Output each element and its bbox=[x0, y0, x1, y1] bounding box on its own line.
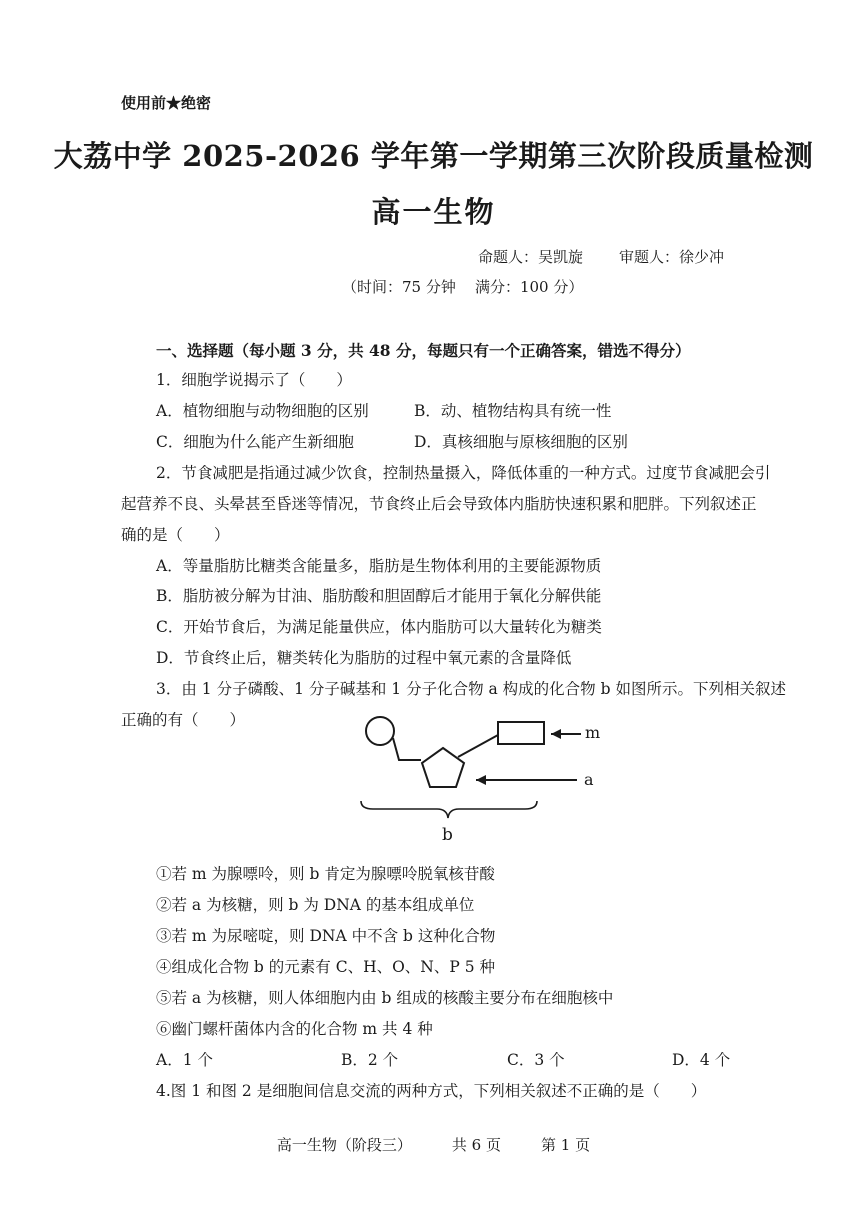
q1-stem: 1．细胞学说揭示了（ ） bbox=[156, 371, 352, 389]
q1-option-b: B．动、植物结构具有统一性 bbox=[414, 402, 612, 420]
q2-stem-line1: 2．节食减肥是指通过减少饮食，控制热量摄入，降低体重的一种方式。过度节食减肥会引 bbox=[156, 464, 771, 482]
exam-time-score bbox=[342, 276, 583, 297]
label-a: a bbox=[584, 770, 594, 789]
footer-subject: 高一生物（阶段三） bbox=[276, 1136, 412, 1154]
score-info: 满分：100 分） bbox=[474, 278, 584, 296]
q2-stem-line2: 起营养不良、头晕甚至昏迷等情况，节食终止后会导致体内脂肪快速积累和肥胖。下列叙述正 bbox=[121, 495, 757, 513]
confidential-mark: 使用前★绝密 bbox=[121, 94, 212, 112]
q3-option-c: C．3 个 bbox=[507, 1051, 565, 1069]
label-b: b bbox=[442, 825, 453, 845]
q2-option-b: B．脂肪被分解为甘油、脂肪酸和胆固醇后才能用于氧化分解供能 bbox=[156, 587, 602, 605]
q3-stem-line2: 正确的有（ ） bbox=[121, 711, 246, 729]
q3-option-d: D．4 个 bbox=[672, 1051, 731, 1069]
label-m: m bbox=[585, 723, 601, 742]
q3-option-a: A．1 个 bbox=[156, 1051, 213, 1069]
q3-option-b: B．2 个 bbox=[341, 1051, 399, 1069]
footer-total-pages: 共 6 页 bbox=[451, 1136, 501, 1154]
time-info: （时间：75 分钟 bbox=[342, 278, 456, 296]
exam-title: 大荔中学 2025-2026 学年第一学期第三次阶段质量检测 bbox=[53, 139, 814, 173]
base-rectangle bbox=[498, 722, 544, 744]
reviewer-name: 审题人：徐少冲 bbox=[619, 248, 725, 266]
phosphate-circle bbox=[366, 717, 394, 745]
q3-stem-line1: 3．由 1 分子磷酸、1 分子碱基和 1 分子化合物 a 构成的化合物 b 如图所示。下列相关叙述 bbox=[156, 680, 786, 698]
q2-option-a: A．等量脂肪比糖类含能量多，脂肪是生物体利用的主要能源物质 bbox=[156, 557, 602, 575]
nucleotide-diagram bbox=[355, 710, 615, 855]
exam-subject: 高一生物 bbox=[371, 195, 496, 229]
q2-option-d: D．节食终止后，糖类转化为脂肪的过程中氧元素的含量降低 bbox=[156, 649, 572, 667]
q3-statement-6: ⑥幽门螺杆菌体内含的化合物 m 共 4 种 bbox=[156, 1020, 433, 1038]
exam-authors bbox=[478, 246, 724, 267]
q3-statement-4: ④组成化合物 b 的元素有 C、H、O、N、P 5 种 bbox=[156, 958, 495, 976]
pentose-pentagon bbox=[422, 748, 464, 787]
arrow-m-head bbox=[551, 729, 561, 739]
q4-stem: 4.图 1 和图 2 是细胞间信息交流的两种方式，下列相关叙述不正确的是（ ） bbox=[156, 1082, 707, 1100]
q3-statement-5: ⑤若 a 为核糖，则人体细胞内由 b 组成的核酸主要分布在细胞核中 bbox=[156, 989, 614, 1007]
page-footer bbox=[0, 1134, 867, 1155]
section-heading: 一、选择题（每小题 3 分，共 48 分，每题只有一个正确答案，错选不得分） bbox=[156, 341, 691, 360]
base-bond bbox=[458, 735, 498, 757]
setter-name: 命题人：吴凯旋 bbox=[478, 248, 584, 266]
q2-option-c: C．开始节食后，为满足能量供应，体内脂肪可以大量转化为糖类 bbox=[156, 618, 602, 636]
arrow-a-head bbox=[476, 775, 486, 785]
footer-page-number: 第 1 页 bbox=[541, 1136, 591, 1154]
q3-statement-2: ②若 a 为核糖，则 b 为 DNA 的基本组成单位 bbox=[156, 896, 475, 914]
q3-statement-1: ①若 m 为腺嘌呤，则 b 肯定为腺嘌呤脱氧核苷酸 bbox=[156, 865, 495, 883]
q3-statement-3: ③若 m 为尿嘧啶，则 DNA 中不含 b 这种化合物 bbox=[156, 927, 496, 945]
q1-option-c: C．细胞为什么能产生新细胞 bbox=[156, 433, 354, 451]
q2-stem-line3: 确的是（ ） bbox=[121, 526, 230, 544]
phosphate-bond bbox=[393, 738, 421, 760]
q1-option-a: A．植物细胞与动物细胞的区别 bbox=[156, 402, 369, 420]
brace-b bbox=[361, 801, 537, 818]
q1-option-d: D．真核细胞与原核细胞的区别 bbox=[414, 433, 628, 451]
